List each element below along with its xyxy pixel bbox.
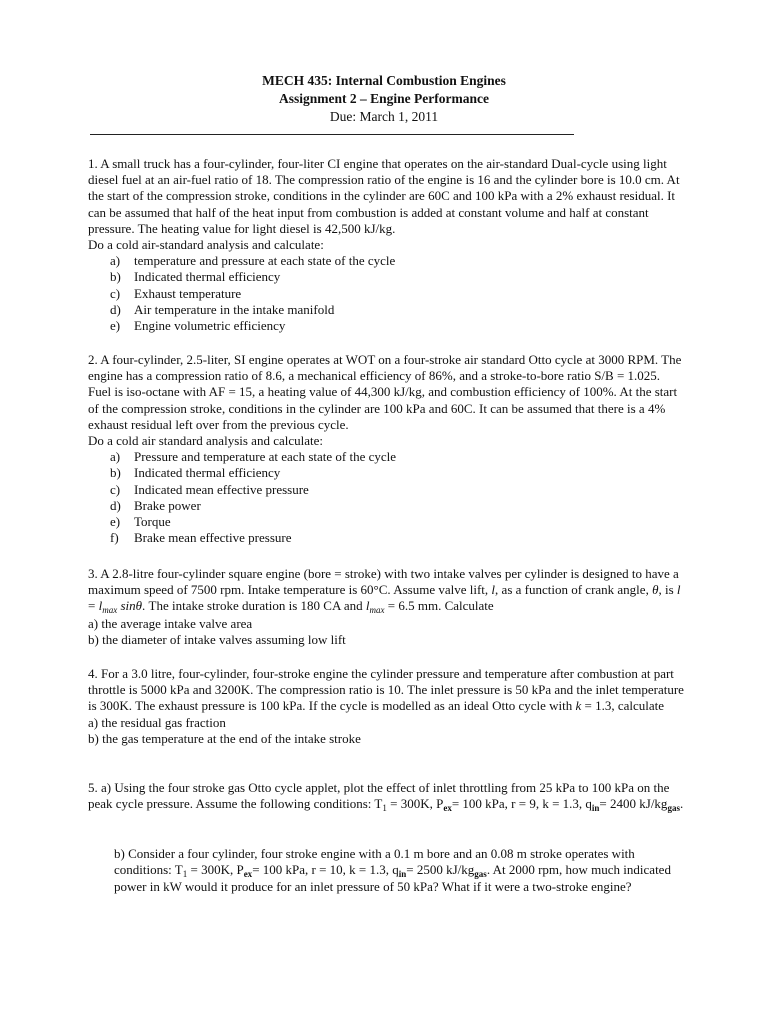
item-text: Indicated thermal efficiency [134,465,281,481]
list-item [88,465,686,481]
subscript: in [398,869,407,880]
subscript: ex [243,869,253,880]
due-date: Due: March 1, 2011 [329,109,439,124]
symbol-l: l [98,598,103,614]
symbol-l: l [365,598,370,614]
list-item [88,302,686,318]
item-letter: e) [110,514,121,530]
subscript: ex [443,803,452,814]
text-run: = 300K, P [187,862,244,878]
subscript: gas [474,869,487,880]
problem-5b [88,846,686,896]
item-letter: f) [110,530,119,546]
item-text: Exhaust temperature [134,285,242,301]
problem-3-part-b: b) the diameter of intake valves assuming low lift [88,631,346,647]
item-text: Indicated mean effective pressure [134,481,309,497]
text-run: . At 2000 rpm, how much indicated power in kW would it produce for an inlet pressure of 50 kPa? What if it were a two-stroke engine? [114,862,671,895]
item-text: Air temperature in the intake manifold [134,301,335,317]
text-run: 5. a) Using the four stroke gas Otto cycle applet, plot the effect of inlet throttling from 25 kPa to 100 kPa on the peak cycle pressure. Assume the following conditions: T [88,780,670,812]
problem-3 [88,566,686,648]
item-letter: e) [110,318,121,334]
item-text: Engine volumetric efficiency [134,318,286,334]
text-run: = 100 kPa, r = 9, k = 1.3, q [451,796,592,812]
subscript-max: max [102,605,118,616]
item-letter: a) [110,253,121,269]
problem-5b-text [88,846,686,896]
subscript: in [591,803,600,814]
problem-2-items [88,449,686,546]
problem-4-part-b: b) the gas temperature at the end of the intake stroke [88,730,361,746]
item-letter: b) [110,269,121,285]
list-item [88,318,686,334]
symbol-k: k [575,698,582,714]
subscript: 1 [382,803,387,814]
symbol-sin: sin [117,598,136,614]
item-text: temperature and pressure at each state of the cycle [134,253,396,269]
text-run: , is [658,582,677,598]
list-item [88,269,686,285]
list-item [88,482,686,498]
item-text: Indicated thermal efficiency [134,269,281,285]
list-item [88,253,686,269]
problem-2-text: 2. A four-cylinder, 2.5-liter, SI engine operates at WOT on a four-stroke air standard Otto cycle at 3000 RPM. The engine has a compression ratio of 8.6, a mechanical efficiency of 86%, and a stroke-to-bore ratio S/B = 1.025. Fuel is iso-octane with AF = 15, a heating value of 44,300 kJ/kg, and combustion efficiency of 100%. At the start of the compression stroke, conditions in the cylinder are 100 kPa and 60C. It can be assumed that there is a 4% exhaust residual left over from the previous cycle. [88,352,682,432]
item-text: Torque [134,514,171,530]
text-run: b) Consider a four cylinder, four stroke engine with a 0.1 m bore and an 0.08 m stroke operates with conditions: T [114,846,635,878]
list-item [88,286,686,302]
problem-2-lead: Do a cold air standard analysis and calculate: [88,433,323,449]
text-run: = 2500 kJ/kg [406,862,475,878]
item-letter: a) [110,449,121,465]
text-run: = 1.3, calculate [581,698,665,714]
item-letter: d) [110,497,121,513]
text-run: = 6.5 mm. Calculate [384,598,494,614]
symbol-l: l [676,582,681,598]
text-run: = [88,598,99,614]
problem-4-text [88,666,686,715]
problem-3-text [88,566,686,616]
item-letter: c) [110,481,121,497]
course-title: MECH 435: Internal Combustion Engines [262,73,506,88]
list-item [88,498,686,514]
item-text: Pressure and temperature at each state of the cycle [134,449,397,465]
symbol-l: l [491,582,496,598]
symbol-theta: θ [652,582,659,598]
list-item [88,449,686,465]
problem-2 [88,352,686,546]
text-run: = 100 kPa, r = 10, k = 1.3, q [252,862,399,878]
list-item [88,530,686,546]
problem-4 [88,666,686,747]
problem-1-lead: Do a cold air-standard analysis and calculate: [88,237,324,253]
assignment-title: Assignment 2 – Engine Performance [279,91,489,106]
text-run: 4. For a 3.0 litre, four-cylinder, four-stroke engine the cylinder pressure and temperature after combustion at part throttle is 5000 kPa and 3200K. The compression ratio is 10. The inlet pressure is 50 kPa and the inlet temperature is 300K. The exhaust pressure is 100 kPa. If the cycle is modelled as an ideal Otto cycle with [88,666,684,714]
problem-1-text: 1. A small truck has a four-cylinder, four-liter CI engine that operates on the air-standard Dual-cycle using light diesel fuel at an air-fuel ratio of 18. The compression ratio of the engine is 16 and the cylinder bore is 10.0 cm. At the start of the compression stroke, conditions in the cylinder are 60C and 100 kPa with a 2% exhaust residual. It can be assumed that half of the heat input from combustion is added at constant volume and half at constant pressure. The heating value for light diesel is 42,500 kJ/kg. [88,156,680,236]
problem-1 [88,156,686,334]
list-item [88,514,686,530]
item-text: Brake mean effective pressure [134,530,292,546]
item-letter: b) [110,465,121,481]
problem-1-items [88,253,686,334]
item-letter: c) [110,285,121,301]
text-run: , as a function of crank angle, [495,582,653,598]
problem-5a-text [88,780,686,813]
symbol-theta: θ [135,598,143,614]
subscript-max: max [369,605,385,616]
subscript: gas [667,803,680,814]
problem-3-part-a: a) the average intake valve area [88,615,253,631]
text-run: = 300K, P [386,796,444,812]
item-letter: d) [110,301,121,317]
document-header [0,72,768,126]
text-run: = 2400 kJ/kg [599,796,668,812]
item-text: Brake power [134,497,201,513]
text-run: . The intake stroke duration is 180 CA and [142,598,366,614]
header-divider [90,134,574,135]
subscript: 1 [182,869,188,880]
problem-4-part-a: a) the residual gas fraction [88,714,226,730]
text-run: 3. A 2.8-litre four-cylinder square engine (bore = stroke) with two intake valves per cylinder is designed to have a maximum speed of 7500 rpm. Intake temperature is 60°C. Assume valve lift, [88,566,679,598]
text-run: . [679,796,684,812]
problem-5a [88,780,686,813]
